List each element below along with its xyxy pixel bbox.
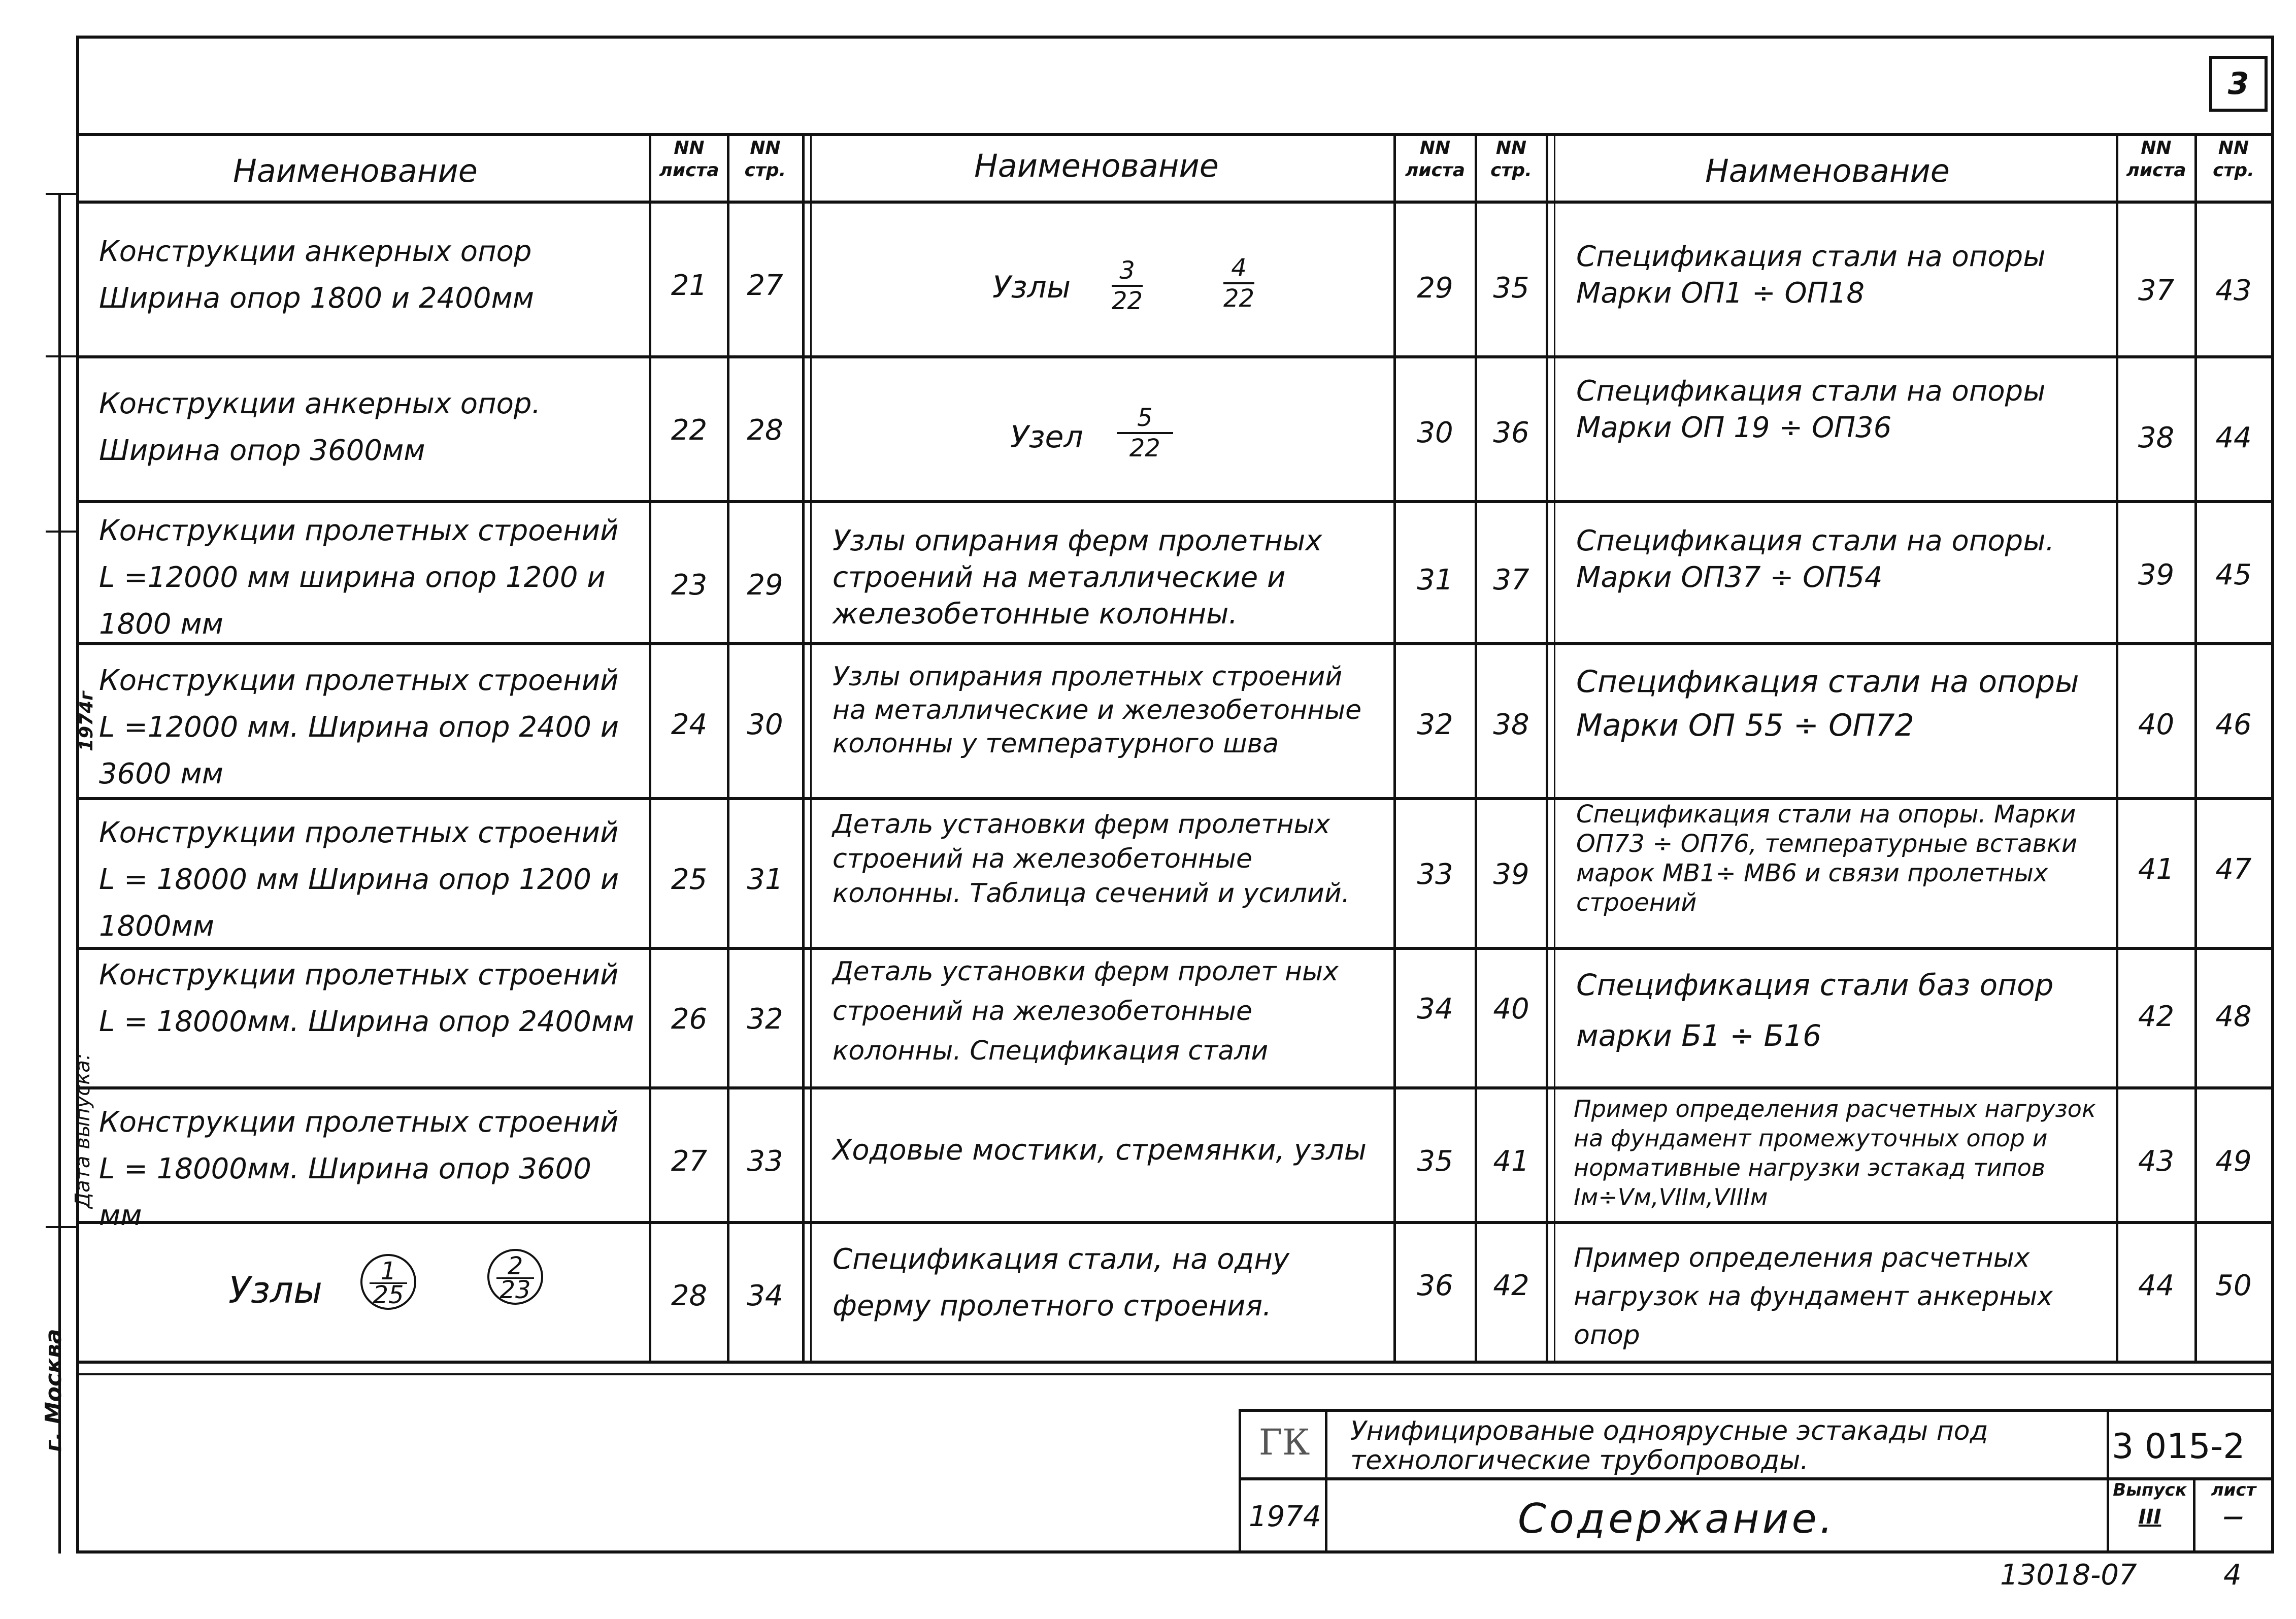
col2-row7-sheet: 35 [1417,1145,1453,1178]
col3-row2-page: 44 [2215,421,2252,454]
col3-row1-sheet: 37 [2138,274,2175,307]
footer-page: 4 [2223,1559,2242,1592]
header-name-3: Наименование [1705,152,1950,189]
col1-row4-page: 30 [747,708,783,741]
tb-issue-label: Выпуск [2113,1480,2187,1500]
col2-row4-page: 38 [1493,708,1529,741]
col1-row8-node-ref-2: $\frac{2}{23}$ [487,1249,543,1305]
col1-row5-page: 31 [747,863,783,896]
col3-row8-page: 50 [2215,1269,2252,1302]
header-top-line [76,133,2274,136]
col2-row2-sheet: 30 [1417,416,1453,449]
col3-row7-page: 49 [2215,1145,2252,1178]
tb-top-line [1239,1409,2274,1412]
col2-row1-sheet: 29 [1417,272,1453,305]
side-year-stamp: 1974г [76,690,97,751]
col1-row7-sheet: 27 [671,1145,708,1178]
tb-col-line-1 [1325,1409,1327,1554]
bottom-section-line [76,1373,2274,1375]
col1-row3-page: 29 [747,569,783,602]
footer-inventory: 13018-07 [2000,1559,2137,1592]
col3-row6-sheet: 42 [2138,1000,2175,1033]
col2-row2-name: Узел [1010,419,1083,455]
col1-row6-name: Конструкции пролетных строений L = 18000мм. Ширина опор 2400мм [99,959,635,1038]
col2-row5-sheet: 33 [1417,858,1453,891]
header-name-2: Наименование [974,147,1219,184]
col3-row5-page: 47 [2215,853,2252,886]
col1-row3-sheet: 23 [671,569,708,602]
col2-row2-node-ref-1: $\frac{5}{22}$ [1117,404,1173,462]
col2-row8-sheet: 36 [1417,1269,1453,1302]
col2-row2-page: 36 [1493,416,1529,449]
col2-row7-name: Ходовые мостики, стремянки, узлы [833,1134,1367,1167]
col1-row8-page: 34 [747,1279,783,1312]
col3-row3-name: Спецификация стали на опоры. Марки ОП37 ÷ ОП54 [1576,524,2055,594]
left-margin-tick-4 [46,1226,76,1228]
col-line-5 [1475,133,1477,1361]
tb-year: 1974 [1249,1500,1321,1533]
col2-row3-name: Узлы опирания ферм пролетных строений на металлические и железобетонные колонны. [833,524,1322,631]
page-number: 3 [2209,56,2268,112]
col2-row8-name: Спецификация стали, на одну ферму пролетного строения. [833,1243,1290,1323]
col1-row1-page: 27 [747,269,783,302]
row-line-6 [76,1086,2274,1089]
header-bottom-line [76,201,2274,204]
col1-row5-name: Конструкции пролетных строений L = 18000 мм Ширина опор 1200 и 1800мм [99,816,619,943]
col1-row3-name: Конструкции пролетных строений L =12000 мм ширина опор 1200 и 1800 мм [99,514,619,641]
col1-row5-sheet: 25 [671,863,708,896]
col-line-8 [2194,133,2197,1361]
header-sheet-3: NN листа [2126,138,2186,181]
col-line-1 [649,133,651,1361]
side-city: г. Москва [41,1329,66,1452]
col1-row4-sheet: 24 [671,708,708,741]
col1-row8-sheet: 28 [671,1279,708,1312]
col1-row2-name: Конструкции анкерных опор. Ширина опор 3600мм [99,387,541,467]
col2-row8-page: 42 [1493,1269,1529,1302]
tb-code: 3 015-2 [2112,1427,2245,1467]
col1-row2-sheet: 22 [671,414,708,447]
tb-sheet-value: — [2223,1505,2244,1529]
col2-row6-name: Деталь установки ферм пролет ных строений на железобетонные колонны. Спецификация стали [833,956,1339,1066]
left-margin-tick-2 [46,355,76,357]
col2-row1-node-ref-1: $\frac{3}{22}$ [1112,256,1143,315]
col3-row4-page: 46 [2215,708,2252,741]
col1-row1-name: Конструкции анкерных опор Ширина опор 1800 и 2400мм [99,235,534,315]
col3-row2-name: Спецификация стали на опоры Марки ОП 19 ÷ ОП36 [1576,375,2046,444]
col3-row1-page: 43 [2215,274,2252,307]
col3-row7-sheet: 43 [2138,1145,2175,1178]
col-line-6b [1554,133,1555,1361]
col1-row1-sheet: 21 [671,269,708,302]
col1-row8-node-ref-1: $\frac{1}{25}$ [360,1254,416,1310]
col2-row1-name: Узлы [992,270,1071,305]
tb-left-line [1239,1409,1241,1554]
col1-row6-page: 32 [747,1003,783,1036]
col2-row1-page: 35 [1493,272,1529,305]
row-line-1 [76,355,2274,358]
tb-doc-title: Содержание. [1518,1495,1836,1542]
col3-row7-name: Пример определения расчетных нагрузок на фундамент промежуточных опор и нормативные нагрузки эстакад типов Iм÷Vм,VIIм,VIIIм [1574,1095,2096,1211]
col1-row2-page: 28 [747,414,783,447]
col1-row7-page: 33 [747,1145,783,1178]
col2-row6-sheet: 34 [1417,993,1453,1026]
col3-row6-name: Спецификация стали баз опор марки Б1 ÷ Б16 [1576,968,2054,1053]
col-line-4 [1393,133,1396,1361]
col1-row4-name: Конструкции пролетных строений L =12000 мм. Ширина опор 2400 и 3600 мм [99,664,619,790]
col-line-3b [810,133,812,1361]
col3-row3-page: 45 [2215,558,2252,591]
col3-row1-name: Спецификация стали на опоры Марки ОП1 ÷ ОП18 [1576,240,2046,310]
col3-row4-name: Спецификация стали на опоры Марки ОП 55 ÷ ОП72 [1576,664,2079,743]
left-margin-tick-1 [46,193,76,195]
row-line-8 [76,1361,2274,1364]
col3-row4-sheet: 40 [2138,708,2175,741]
header-sheet-1: NN листа [659,138,719,181]
tb-project-title: Унифицированые одноярусные эстакады под технологические трубопроводы. [1350,1416,1988,1476]
col3-row8-sheet: 44 [2138,1269,2175,1302]
col2-row6-page: 40 [1493,993,1529,1026]
tb-sheet-label: лист [2211,1480,2256,1500]
tb-org: ГК [1258,1422,1310,1463]
col3-row5-sheet: 41 [2138,853,2175,886]
col1-row8-name: Узлы [228,1269,323,1311]
row-line-2 [76,500,2274,503]
col2-row4-sheet: 32 [1417,708,1453,741]
col3-row2-sheet: 38 [2138,421,2175,454]
col-line-7 [2116,133,2118,1361]
col3-row8-name: Пример определения расчетных нагрузок на фундамент анкерных опор [1574,1243,2053,1350]
col1-row7-name: Конструкции пролетных строений L = 18000мм. Ширина опор 3600 мм [99,1106,619,1232]
col3-row3-sheet: 39 [2138,558,2175,591]
col2-row1-node-ref-2: $\frac{4}{22}$ [1223,254,1255,313]
col2-row3-sheet: 31 [1417,564,1453,597]
col2-row4-name: Узлы опирания пролетных строений на металлические и железобетонные колонны у температурного шва [833,662,1362,759]
tb-issue-value: III [2138,1505,2161,1529]
header-page-3: NN стр. [2213,138,2254,181]
col1-row6-sheet: 26 [671,1003,708,1036]
col-line-6 [1546,133,1548,1361]
left-margin-tick-3 [46,531,76,533]
header-page-2: NN стр. [1490,138,1532,181]
side-release-date: Дата выпуска: [71,1053,94,1208]
header-page-1: NN стр. [744,138,786,181]
col2-row5-page: 39 [1493,858,1529,891]
header-name-1: Наименование [233,152,478,189]
col2-row7-page: 41 [1493,1145,1529,1178]
col2-row3-page: 37 [1493,564,1529,597]
header-sheet-2: NN листа [1405,138,1466,181]
col3-row5-name: Спецификация стали на опоры. Марки ОП73 ÷ ОП76, температурные вставки марок МВ1÷ МВ6 и связи пролетных строений [1576,800,2078,917]
col-line-3 [802,133,805,1361]
col3-row6-page: 48 [2215,1000,2252,1033]
col2-row5-name: Деталь установки ферм пролетных строений на железобетонные колонны. Таблица сечений и усилий. [833,809,1350,909]
